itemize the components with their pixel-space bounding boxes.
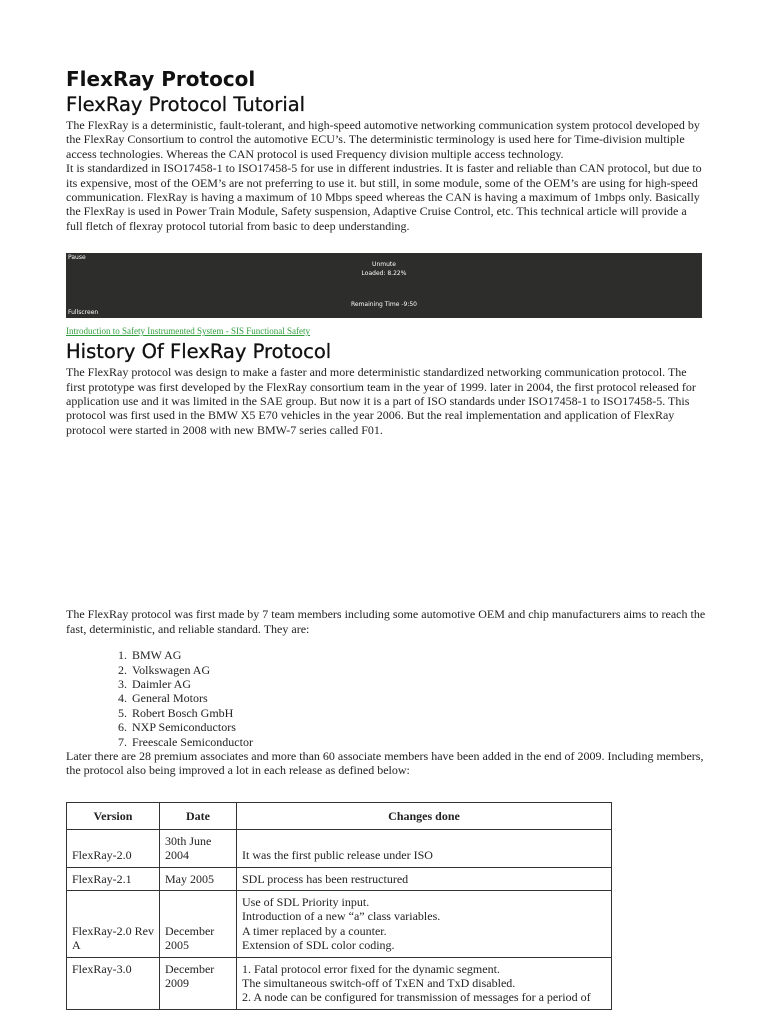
version-cell: FlexRay-3.0 [67,957,160,1009]
remaining-time: Remaining Time -9:50 [351,301,417,309]
header-version: Version [67,802,160,829]
document-page [66,66,706,1010]
table-row [67,829,612,867]
list-item: 4. General Motors [130,691,706,705]
unmute-button[interactable]: Unmute [372,261,396,269]
header-date: Date [160,802,237,829]
change-line: Use of SDL Priority input. [242,894,370,909]
date-cell: December 2005 [160,890,237,957]
version-cell: FlexRay-2.0 Rev A [67,890,160,957]
table-row [67,957,612,1009]
list-item: 5. Robert Bosch GmbH [130,706,706,720]
intro-paragraph-1: The FlexRay is a deterministic, fault-tolerant, and high-speed automotive networking communication system protocol developed by the FlexRay Consortium to control the automotive ECU’s. The deterministic terminology is used here for Time-division multiple access technologies. Whereas the CAN protocol is used Frequency division multiple access technology. [66,118,700,161]
members-intro: The FlexRay protocol was first made by 7 team members including some automotive OEM and chip manufacturers aims to reach the fast, deterministic, and reliable standard. They are: [66,607,706,636]
members-list [66,648,706,749]
changes-cell [237,829,612,867]
history-heading: History Of FlexRay Protocol [66,340,332,364]
list-item: 2. Volkswagen AG [130,663,706,677]
date-cell: December 2009 [160,957,237,1009]
after-list-paragraph: Later there are 28 premium associates and more than 60 associate members have been added in the end of 2009. Including members, the protocol also being improved a lot in each release as defined below: [66,748,704,778]
version-table [66,802,612,1010]
history-paragraph: The FlexRay protocol was design to make a faster and more deterministic standardized networking communication protocol. The first prototype was first developed by the FlexRay consortium team in the year of 1999. later in 2004, the first protocol released for application use and it was limited in the SAE group. But now it is a part of ISO standards under ISO17458-1 to ISO17458-5. This protocol was first used in the BMW X5 E70 vehicles in the year 2006. But the real implementation and application of FlexRay protocol were started in 2008 with new BMW-7 series called F01. [66,365,696,437]
list-item: 6. NXP Semiconductors [130,720,706,734]
version-cell: FlexRay-2.0 [67,829,160,867]
change-line: It was the first public release under ISO [242,848,433,863]
change-line: 1. Fatal protocol error fixed for the dynamic segment. [242,961,500,976]
change-line: 2. A node can be configured for transmission of messages for a period of [242,990,591,1005]
changes-cell [237,890,612,957]
table-header-row [67,802,612,829]
date-cell: May 2005 [160,867,237,890]
date-cell: 30th June 2004 [160,829,237,867]
changes-cell [237,957,612,1009]
change-line: A timer replaced by a counter. [242,923,387,938]
fullscreen-button[interactable]: Fullscreen [68,309,99,317]
change-line: Extension of SDL color coding. [242,938,395,953]
list-item: 1. BMW AG [130,648,706,662]
document-title: FlexRay Protocol [66,67,256,91]
intro-paragraph-2: It is standardized in ISO17458-1 to ISO17458-5 for use in different industries. It is faster and reliable than CAN protocol, but due to its expensive, most of the OEM’s are not preferring to use it. but still, in some module, some of the OEM’s are using for high-speed communication. FlexRay is having a maximum of 10 Mbps speed whereas the CAN is having a maximum of 1mbps only. Basically the FlexRay is used in Power Train Module, Safety suspension, Adaptive Cruise Control, etc. This technical article will provide a full fletch of flexray protocol tutorial from basic to deep understanding. [66,161,702,233]
pause-button[interactable]: Pause [68,254,86,262]
version-cell: FlexRay-2.1 [67,867,160,890]
changes-cell [237,867,612,890]
change-line: The simultaneous switch-off of TxEN and TxD disabled. [242,976,516,990]
header-changes: Changes done [237,802,612,829]
list-item: 7. Freescale Semiconductor [130,735,706,749]
loaded-status: Loaded: 8.22% [361,270,407,278]
change-line: SDL process has been restructured [242,871,409,886]
tutorial-heading: FlexRay Protocol Tutorial [66,93,306,116]
table-row [67,890,612,957]
table-row [67,867,612,890]
video-player[interactable] [66,253,702,318]
change-line: Introduction of a new “a” class variables. [242,909,441,924]
blank-image-area [66,437,706,607]
list-item: 3. Daimler AG [130,677,706,691]
related-article-link[interactable]: Introduction to Safety Instrumented System - SIS Functional Safety [66,326,310,337]
